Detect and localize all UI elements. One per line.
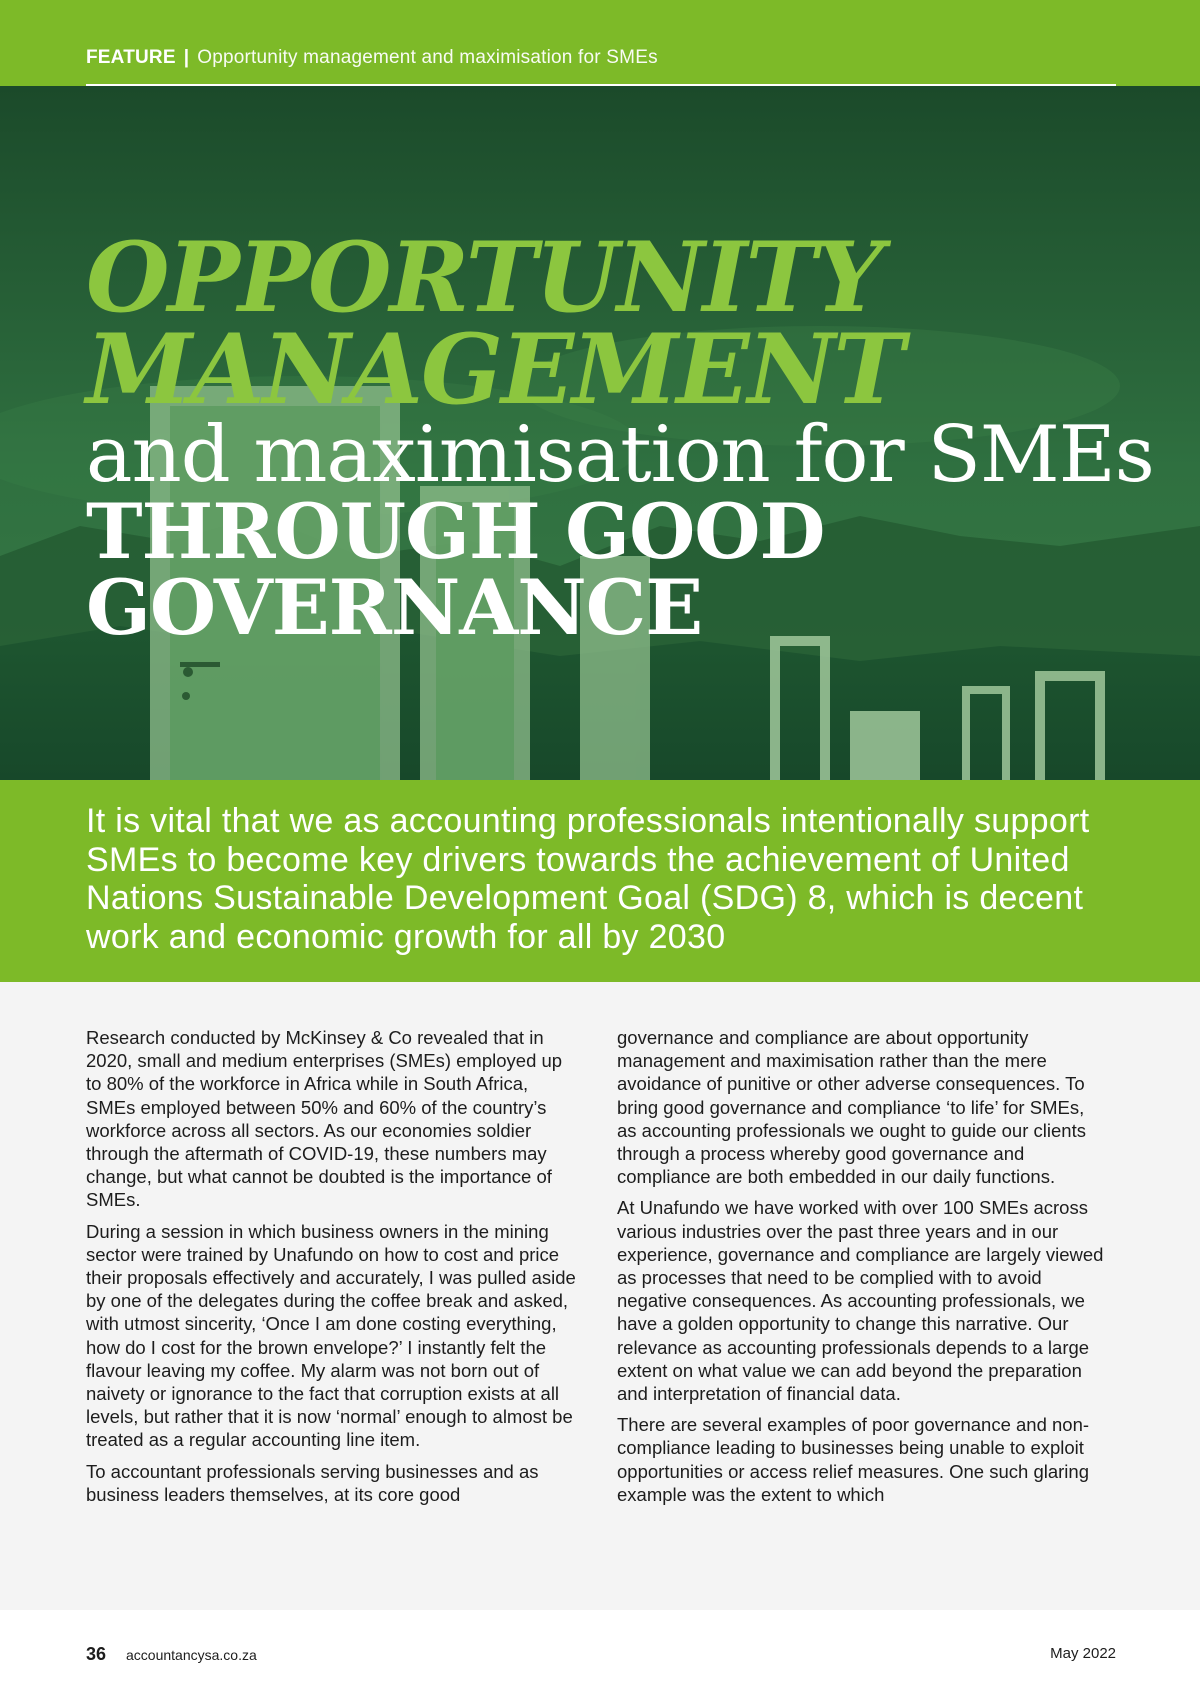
header-bar [0,0,1200,86]
body-paragraph: At Unafundo we have worked with over 100 SMEs across various industries over the past three years and in our experience, governance and compliance are largely viewed as processes that need to be complied with to avoid negative consequences. As accounting professionals, we have a golden opportunity to change this narrative. Our relevance as accounting professionals depends to a large extent on what value we can add beyond the preparation and interpretation of financial data. [617,1197,1104,1405]
hero-image [0,86,1200,780]
section-label: FEATURE [86,47,176,68]
standfirst-text: It is vital that we as accounting professionals intentionally support SMEs to become key drivers towards the achievement of United Nations Sustainable Development Goal (SDG) 8, which is decent work and economic growth for all by 2030 [86,802,1090,956]
headline-line-3: and maximisation for SMEs [86,410,1154,500]
body-paragraph: There are several examples of poor governance and non-compliance leading to businesses being unable to exploit opportunities or access relief measures. One such glaring example was the extent to which [617,1414,1090,1505]
headline-line-4: THROUGH GOOD [86,487,825,576]
footer-website: accountancysa.co.za [126,1647,257,1663]
issue-date: May 2022 [1050,1645,1116,1662]
page-number: 36 [86,1644,107,1664]
headline-line-2: MANAGEMENT [86,313,903,426]
running-title: Opportunity management and maximisation for SMEs [197,47,658,68]
body-column-left [86,1026,576,1514]
body-paragraph: To accountant professionals serving businesses and as business leaders themselves, at its core good [86,1460,539,1505]
body-paragraph: During a session in which business owners in the mining sector were trained by Unafundo on how to cost and price their proposals effectively and accurately, I was pulled aside by one of the delegates during the coffee break and asked, with utmost sincerity, ‘Once I am done costing everything, how do I cost for the brown envelope?’ I instantly felt the flavour leaving my coffee. My alarm was not born out of naivety or ignorance to the fact that corruption exists at all levels, but rather that it is now ‘normal’ enough to almost be treated as a regular accounting line item. [86,1220,576,1451]
headline-line-5: GOVERNANCE [86,563,703,652]
standfirst-panel [0,780,1200,982]
body-paragraph: governance and compliance are about opportunity management and maximisation rather than the mere avoidance of punitive or other adverse consequences. To bring good governance and compliance ‘to life’ for SMEs, as accounting professionals we ought to guide our clients through a process whereby good governance and compliance are both embedded in our daily functions. [617,1027,1086,1188]
body-column-right [617,1026,1107,1514]
running-header [86,47,658,69]
article-headline [86,221,1154,652]
header-separator: | [183,47,190,68]
page-footer [0,1610,1200,1696]
headline-line-1: OPPORTUNITY [86,221,882,334]
body-paragraph: Research conducted by McKinsey & Co revealed that in 2020, small and medium enterprises (SMEs) employed up to 80% of the workforce in Africa while in South Africa, SMEs employed between 50% and 60% of the country’s workforce across all sectors. As our economies soldier through the aftermath of COVID-19, these numbers may change, but what cannot be doubted is the importance of SMEs. [86,1027,563,1211]
